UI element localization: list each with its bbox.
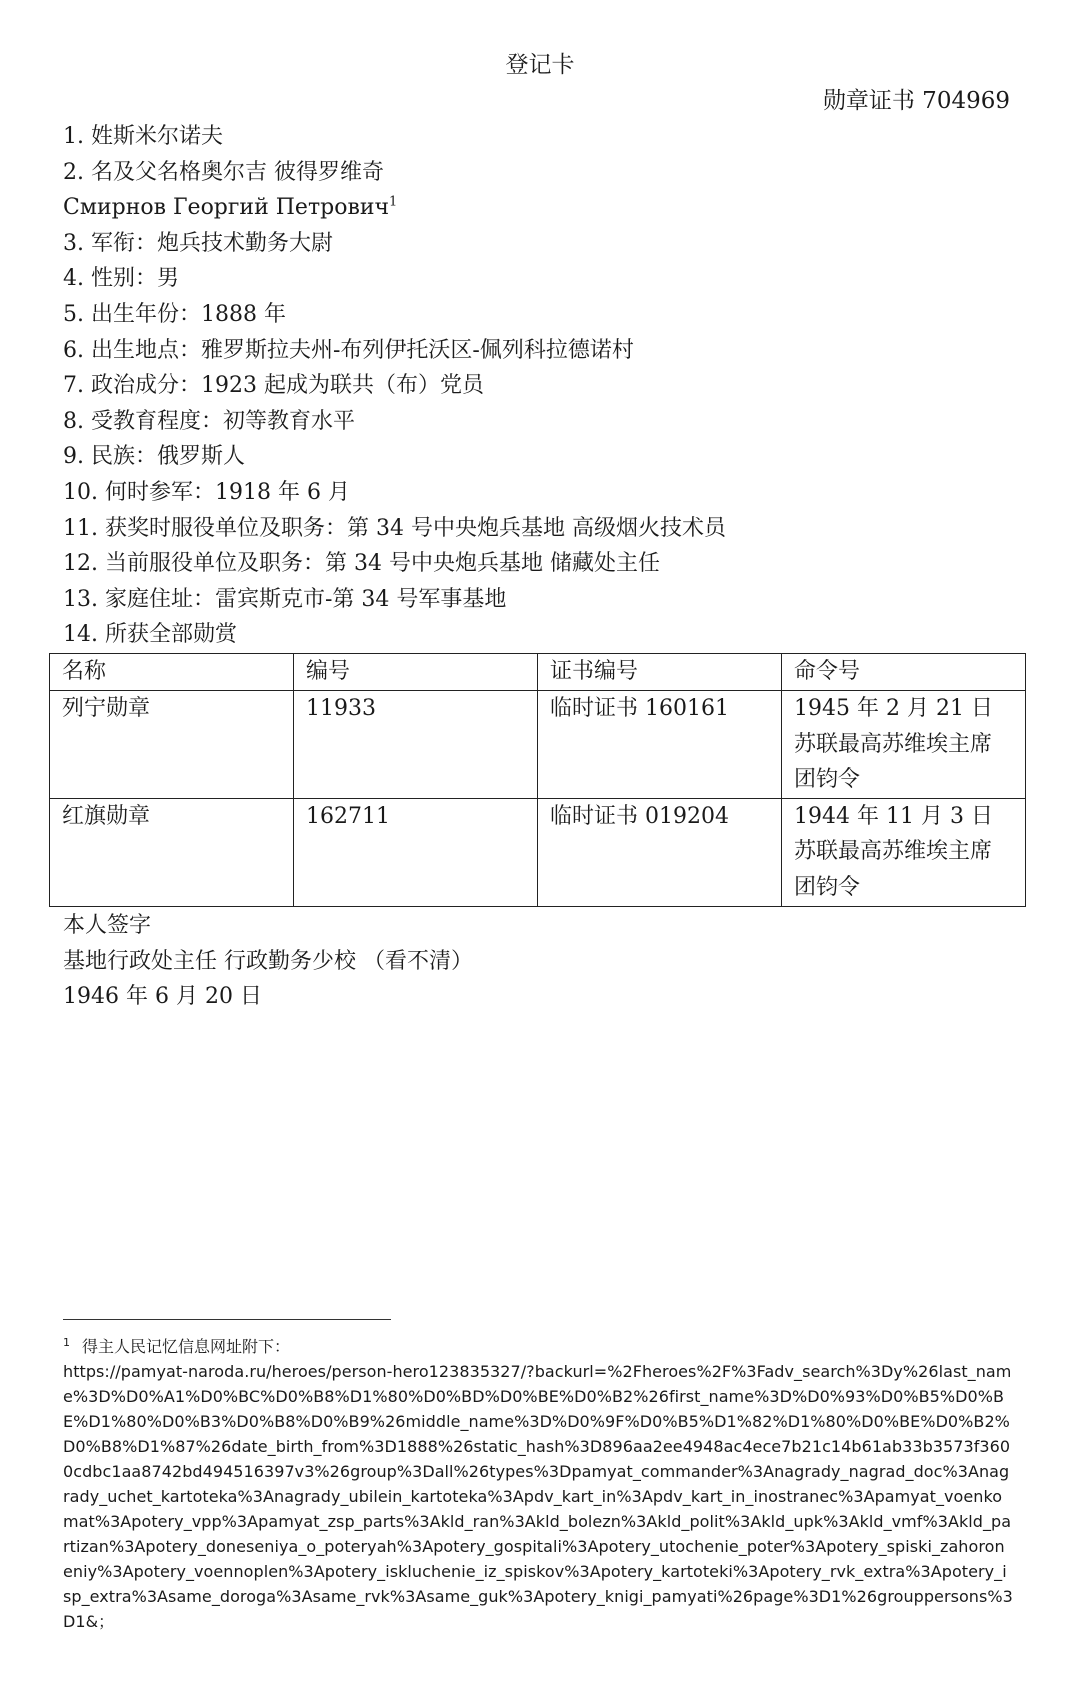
field-all-awards: 14. 所获全部勋赏 bbox=[63, 622, 237, 648]
field-ethnicity: 9. 民族：俄罗斯人 bbox=[63, 444, 245, 470]
table-header-row bbox=[50, 654, 1026, 691]
award-number: 162711 bbox=[294, 798, 538, 906]
award-name: 红旗勋章 bbox=[50, 798, 294, 906]
table-row bbox=[50, 798, 1026, 906]
field-home-address: 13. 家庭住址：雷宾斯克市-第 34 号军事基地 bbox=[63, 586, 507, 612]
document-title: 登记卡 bbox=[505, 52, 575, 78]
footnote-mark: 1 bbox=[63, 1335, 70, 1349]
signer-line: 基地行政处主任 行政勤务少校 （看不清） bbox=[63, 948, 473, 974]
column-header-number: 编号 bbox=[294, 654, 538, 691]
field-birth-year: 5. 出生年份：1888 年 bbox=[63, 301, 286, 327]
column-header-certificate: 证书编号 bbox=[538, 654, 782, 691]
award-number: 11933 bbox=[294, 691, 538, 799]
award-certificate: 临时证书 019204 bbox=[538, 798, 782, 906]
signature-label: 本人签字 bbox=[63, 913, 152, 938]
field-russian-name bbox=[63, 190, 1023, 226]
footnote-reference: 1 bbox=[389, 194, 398, 210]
russian-name-text: Смирнов Георгий Петрович bbox=[63, 195, 390, 221]
award-order: 1945 年 2 月 21 日苏联最高苏维埃主席团钧令 bbox=[782, 691, 1026, 799]
footnote-label-line bbox=[63, 1334, 1013, 1359]
footnote bbox=[63, 1334, 1013, 1634]
field-name-patronymic: 2. 名及父名格奥尔吉 彼得罗维奇 bbox=[63, 159, 384, 185]
footnote-label: 得主人民记忆信息网址附下： bbox=[82, 1337, 291, 1356]
field-party: 7. 政治成分：1923 起成为联共（布）党员 bbox=[63, 373, 484, 399]
field-gender: 4. 性别：男 bbox=[63, 266, 179, 292]
medal-certificate-number: 勋章证书 704969 bbox=[822, 88, 1010, 114]
column-header-order: 命令号 bbox=[782, 654, 1026, 691]
field-birthplace: 6. 出生地点：雅罗斯拉夫州-布列伊托沃区-佩列科拉德诺村 bbox=[63, 337, 634, 363]
footnote-divider bbox=[63, 1319, 391, 1320]
field-list bbox=[63, 119, 1023, 653]
field-enlistment: 10. 何时参军：1918 年 6 月 bbox=[63, 479, 350, 505]
signature-date: 1946 年 6 月 20 日 bbox=[63, 984, 262, 1010]
field-unit-at-award: 11. 获奖时服役单位及职务：第 34 号中央炮兵基地 高级烟火技术员 bbox=[63, 515, 726, 541]
signature-block bbox=[63, 908, 473, 1015]
awards-table bbox=[49, 653, 1026, 907]
field-rank: 3. 军衔：炮兵技术勤务大尉 bbox=[63, 230, 333, 256]
footnote-url[interactable]: https://pamyat-naroda.ru/heroes/person-hero123835327/?backurl=%2Fheroes%2F%3Fadv_search%3Dy%26last_name%3D%D0%A1%D0%BC%D0%B8%D1%80%D0%BD%D0%BE%D0%B2%26first_name%3D%D0%93%D0%B5%D0%BE%D1%80%D0%B3%D0%B8%D0%B9%26middle_name%3D%D0%9F%D0%B5%D1%82%D1%80%D0%BE%D0%B2%D0%B8%D1%87%26date_birth_from%3D1888%26static_hash%3D896aa2ee4948ac4ece7b21c14b61ab33b3573f3600cdbc1aa8742bd494516397v3%26group%3Dall%26types%3Dpamyat_commander%3Anagrady_nagrad_doc%3Anagrady_uchet_kartoteka%3Anagrady_ubilein_kartoteka%3Apdv_kart_in%3Apdv_kart_in_inostranec%3Apamyat_voenkomat%3Apotery_vpp%3Apamyat_zsp_parts%3Akld_ran%3Akld_bolezn%3Akld_polit%3Akld_upk%3Akld_vmf%3Akld_partizan%3Apotery_doneseniya_o_poteryah%3Apotery_gospitali%3Apotery_utochenie_poter%3Apotery_spiski_zahoroneniy%3Apotery_voennoplen%3Apotery_iskluchenie_iz_spiskov%3Apotery_kartoteki%3Apotery_rvk_extra%3Apotery_isp_extra%3Asame_doroga%3Asame_rvk%3Asame_guk%3Apotery_knigi_pamyati%26page%3D1%26grouppersons%3D1&； bbox=[63, 1362, 1013, 1631]
field-current-unit: 12. 当前服役单位及职务：第 34 号中央炮兵基地 储藏处主任 bbox=[63, 551, 660, 577]
award-order: 1944 年 11 月 3 日苏联最高苏维埃主席团钧令 bbox=[782, 798, 1026, 906]
field-surname: 1. 姓斯米尔诺夫 bbox=[63, 124, 223, 149]
column-header-name: 名称 bbox=[50, 654, 294, 691]
field-education: 8. 受教育程度：初等教育水平 bbox=[63, 408, 355, 434]
award-name: 列宁勋章 bbox=[50, 691, 294, 799]
table-row bbox=[50, 691, 1026, 799]
award-certificate: 临时证书 160161 bbox=[538, 691, 782, 799]
